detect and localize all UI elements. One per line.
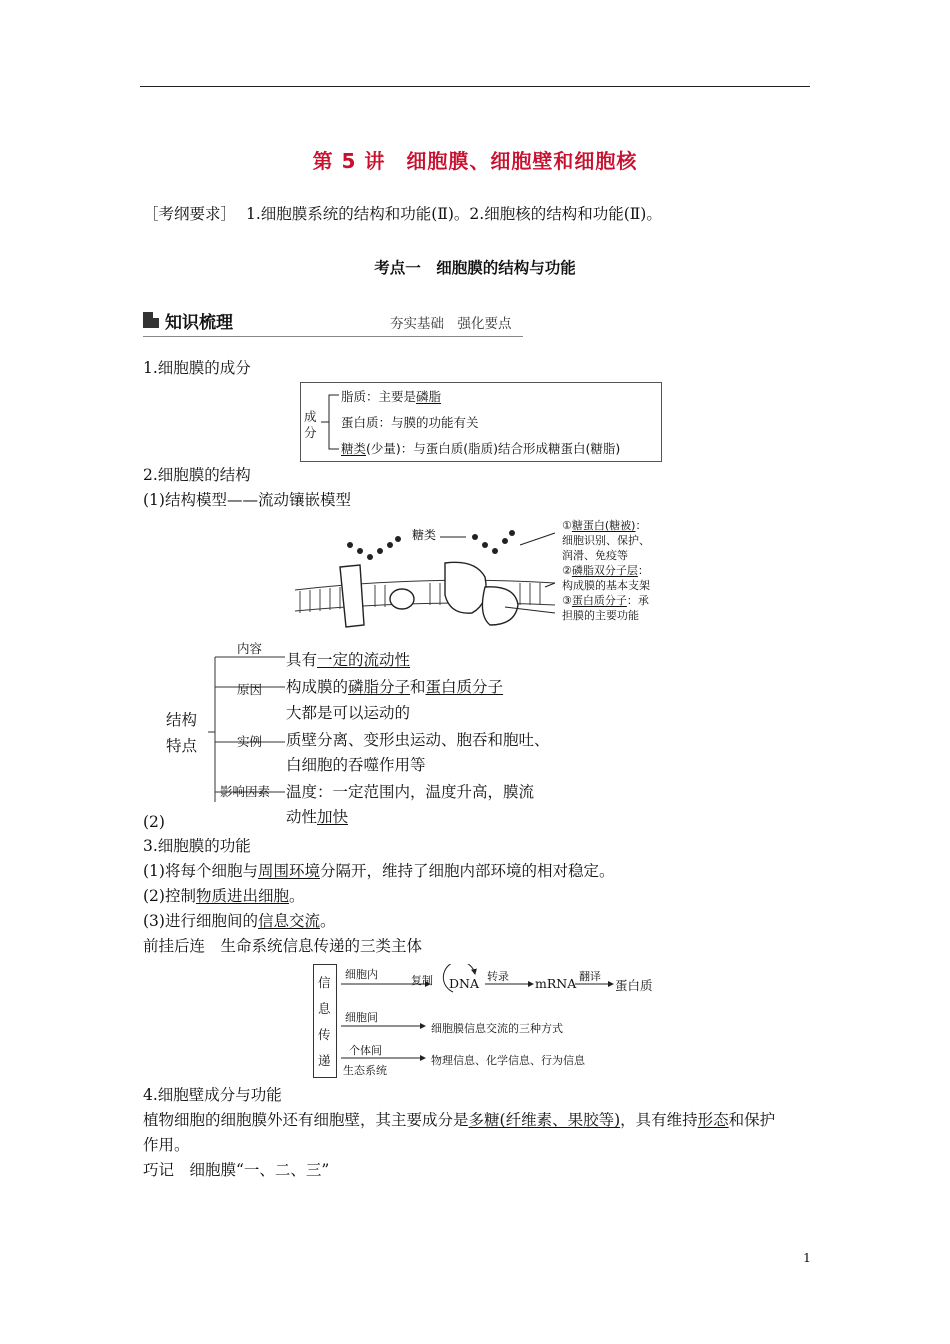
row-intercellular: 细胞间 xyxy=(345,1011,378,1024)
s3-function-2: (2)控制物质进出细胞。 xyxy=(143,887,305,905)
sugar-label: 糖类 xyxy=(412,528,437,542)
feature-example-line2: 白细胞的吞噬作用等 xyxy=(286,756,426,774)
header-rule xyxy=(140,86,810,87)
row-individuals: 个体间 xyxy=(349,1044,382,1057)
composition-label-b: 分 xyxy=(304,425,317,440)
note-glycoprotein: ①糖蛋白(糖被)： xyxy=(562,519,647,532)
s2-heading: 2.细胞膜的结构 xyxy=(143,466,251,484)
composition-item-sugar: 糖类(少量)：与蛋白质(脂质)结合形成糖蛋白(糖脂) xyxy=(341,441,621,456)
page-number: 1 xyxy=(803,1250,811,1265)
composition-item-lipid: 脂质：主要是磷脂 xyxy=(341,389,442,404)
node-mrna: mRNA xyxy=(535,976,577,991)
lecture-title: 第 5 讲 细胞膜、细胞壁和细胞核 xyxy=(312,149,638,173)
mnemonic: 巧记 细胞膜“一、二、三” xyxy=(143,1161,330,1179)
label-content: 内容 xyxy=(237,641,263,656)
membrane-notes: ①糖蛋白(糖被)： 细胞识别、保护、 润滑、免疫等 ②磷脂双分子层： 构成膜的基本支架 ③蛋白质分子：承 担膜的主要功能 xyxy=(562,519,650,622)
feature-content: 具有一定的流动性 xyxy=(286,651,411,669)
label-factor: 影响因素 xyxy=(220,784,271,799)
composition-item-protein: 蛋白质：与膜的功能有关 xyxy=(341,415,479,430)
row-intracellular: 细胞内 xyxy=(345,968,378,981)
s3-function-3: (3)进行细胞间的信息交流。 xyxy=(143,912,336,930)
composition-diagram xyxy=(300,382,662,462)
feature-example: 质壁分离、变形虫运动、胞吞和胞吐、 xyxy=(286,731,550,749)
s1-heading: 1.细胞膜的成分 xyxy=(143,359,251,377)
s2-sub2: (2) xyxy=(143,813,165,831)
banner-icon xyxy=(143,312,159,328)
s4-heading: 4.细胞壁成分与功能 xyxy=(143,1086,282,1104)
row-ecosystem: 生态系统 xyxy=(343,1064,387,1077)
note-bilayer: ②磷脂双分子层： xyxy=(562,564,649,577)
label-translate: 翻译 xyxy=(579,970,601,983)
s2-model-title: (1)结构模型——流动镶嵌模型 xyxy=(143,491,351,509)
exam-requirements xyxy=(143,203,662,225)
s3-function-1: (1)将每个细胞与周围环境分隔开，维持了细胞内部环境的相对稳定。 xyxy=(143,862,615,880)
feature-reason-line2: 大都是可以运动的 xyxy=(286,704,411,722)
row3-result: 物理信息、化学信息、行为信息 xyxy=(431,1054,585,1067)
features-main-b: 特点 xyxy=(166,737,198,755)
row2-result: 细胞膜信息交流的三种方式 xyxy=(431,1022,563,1035)
label-replicate: 复制 xyxy=(411,974,433,987)
s4-line-2: 作用。 xyxy=(143,1136,190,1154)
note-protein: ③蛋白质分子：承 xyxy=(562,594,649,607)
node-dna: DNA xyxy=(449,976,479,991)
banner-title: 知识梳理 xyxy=(165,313,233,333)
feature-factor-line2: 动性加快 xyxy=(286,808,349,826)
link-title: 前挂后连 生命系统信息传递的三类主体 xyxy=(143,937,423,955)
s3-heading: 3.细胞膜的功能 xyxy=(143,837,251,855)
feature-reason: 构成膜的磷脂分子和蛋白质分子 xyxy=(286,678,504,696)
composition-brace xyxy=(317,383,341,461)
requirements-text: 1.细胞膜系统的结构和功能(Ⅱ)。2.细胞核的结构和功能(Ⅱ)。 xyxy=(246,205,662,223)
composition-label-a: 成 xyxy=(304,409,317,424)
label-transcribe: 转录 xyxy=(487,970,509,983)
fluid-mosaic-diagram xyxy=(290,515,560,635)
s4-line-1: 植物细胞的细胞膜外还有细胞壁，其主要成分是多糖(纤维素、果胶等)，具有维持形态和保护 xyxy=(143,1111,776,1129)
label-example: 实例 xyxy=(237,734,263,749)
info-transfer-diagram xyxy=(313,964,653,1078)
features-main-a: 结构 xyxy=(166,711,198,729)
structure-features-diagram xyxy=(160,637,550,832)
banner-subtitle: 夯实基础 强化要点 xyxy=(390,316,512,332)
section-title: 考点一 细胞膜的结构与功能 xyxy=(374,259,576,277)
requirements-label: ［考纲要求］ xyxy=(143,205,237,223)
banner-rule xyxy=(143,336,523,337)
node-protein: 蛋白质 xyxy=(615,978,653,993)
info-side-box: 信 息 传 递 xyxy=(313,964,337,1078)
feature-factor: 温度：一定范围内，温度升高，膜流 xyxy=(286,783,535,801)
label-reason: 原因 xyxy=(237,682,263,697)
